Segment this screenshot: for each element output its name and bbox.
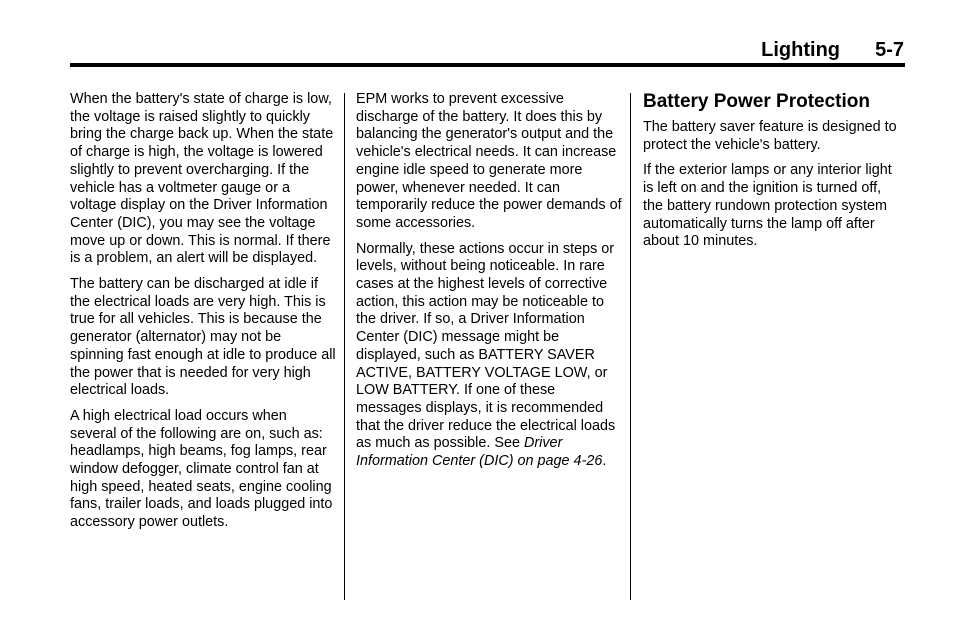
paragraph-battery-saver: The battery saver feature is designed to protect the vehicle's battery. bbox=[643, 119, 897, 153]
text-column-1 bbox=[70, 91, 336, 540]
header-rule bbox=[70, 63, 905, 67]
corrective-action-end: . bbox=[602, 453, 607, 470]
header-section-title: Lighting bbox=[761, 39, 840, 61]
paragraph-high-load: A high electrical load occurs when several of the following are on, such as: headlamps, high beams, fog lamps, rear window defogger, climate control fan at high speed, heated seats, engine cooling fans, trailer loads, and loads plugged into accessory power outlets. bbox=[70, 407, 333, 531]
text-column-3 bbox=[643, 91, 905, 259]
text-column-2 bbox=[356, 91, 622, 479]
dic-cross-reference-link[interactable]: Driver Information Center (DIC) on page 4-26 bbox=[356, 435, 603, 470]
corrective-action-text: Normally, these actions occur in steps or levels, without being noticeable. In rare cases at the highest levels of corrective action, this action may be noticeable to the driver. If so, a Driver Information Center (DIC) message might be displayed, such as BATTERY SAVER ACTIVE, BATTERY VOLTAGE LOW, or LOW BATTERY. If one of these messages displays, it is recommended that the driver reduce the electrical loads as much as possible. See bbox=[356, 240, 616, 452]
paragraph-rundown-protection: If the exterior lamps or any interior light is left on and the ignition is turned off, the battery rundown protection system automatically turns the lamp off after about 10 minutes. bbox=[643, 162, 892, 250]
paragraph-idle-discharge: The battery can be discharged at idle if the electrical loads are very high. This is true for all vehicles. This is because the generator (alternator) may not be spinning fast enough at idle to produce all the power that is needed for very high electrical loads. bbox=[70, 276, 336, 399]
header-page-number: 5-7 bbox=[875, 39, 904, 61]
paragraph-state-of-charge: When the battery's state of charge is low, the voltage is raised slightly to quickly bring the charge back up. When the state of charge is high, the voltage is lowered slightly to prevent overcharging. If the vehicle has a voltmeter gauge or a voltage display on the Driver Information Center (DIC), you may see the voltage move up or down. This is normal. If there is a problem, an alert will be displayed. bbox=[70, 91, 334, 267]
column-divider-2 bbox=[630, 93, 631, 600]
paragraph-epm: EPM works to prevent excessive discharge of the battery. It does this by balancing the generator's output and the vehicle's electrical needs. It can increase engine idle speed to generate more power, whenever needed. It can temporarily reduce the power demands of some accessories. bbox=[356, 91, 622, 231]
page-header bbox=[70, 38, 904, 64]
column-divider-1 bbox=[344, 93, 345, 600]
paragraph-corrective-action bbox=[356, 241, 622, 471]
section-heading-battery-power-protection: Battery Power Protection bbox=[643, 91, 870, 112]
